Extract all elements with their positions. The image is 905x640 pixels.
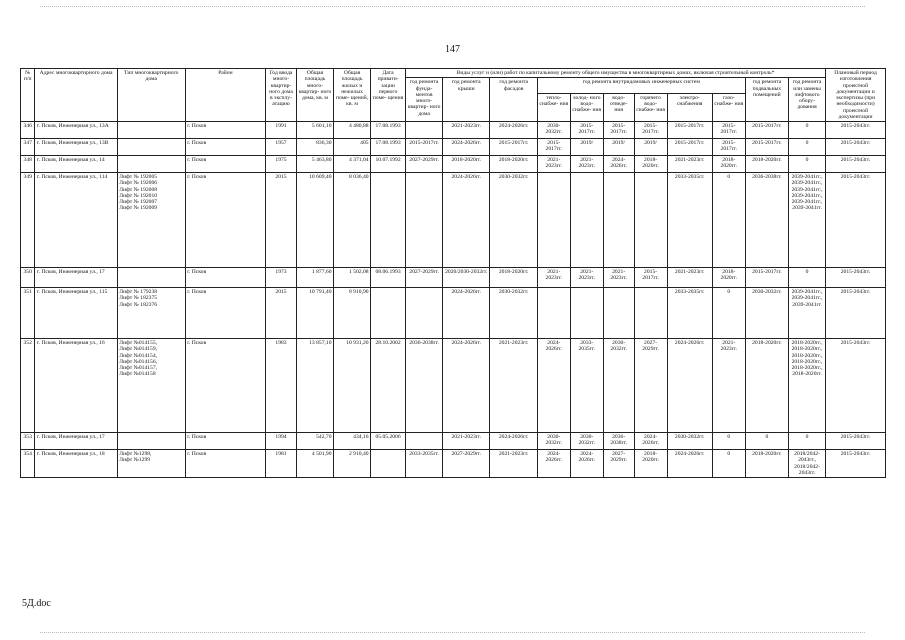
cell-electric: 2030-2032гг. bbox=[667, 433, 712, 450]
cell-heat: 2024-2026гг. bbox=[537, 450, 570, 478]
footer-filename: 5Д.doc bbox=[22, 598, 51, 609]
scan-artifact-bottom bbox=[40, 632, 865, 633]
cell-cold: 2021-2023гг. bbox=[570, 268, 603, 288]
header-foundation: год ремонта фунда- ментов много- квартир- ного дома bbox=[406, 78, 443, 122]
table-row bbox=[21, 268, 886, 288]
cell-roof: 2024-2026гг. bbox=[443, 139, 490, 156]
cell-sewer: 2015-2017гг. bbox=[603, 122, 634, 139]
cell-planned: 2015-2043гг. bbox=[826, 268, 886, 288]
cell-total: 836,30 bbox=[296, 139, 333, 156]
cell-address: г. Псков, Инженерная ул., 17 bbox=[35, 433, 117, 450]
cell-basement: 0 bbox=[745, 433, 788, 450]
cell-total: 5 601,10 bbox=[296, 122, 333, 139]
cell-num: 353 bbox=[21, 433, 35, 450]
cell-total: 13 857,10 bbox=[296, 339, 333, 433]
cell-facade: 2024-2026гг. bbox=[490, 433, 537, 450]
cell-type: Лифт №1298, Лифт №1299 bbox=[117, 450, 185, 478]
cell-sewer: 2027-2029гг. bbox=[603, 450, 634, 478]
cell-year: 1981 bbox=[266, 450, 297, 478]
cell-heat: 2015-2017гг. bbox=[537, 139, 570, 156]
header-living-area: Общая площадь жилых и нежилых поме- щений, кв. м bbox=[334, 69, 371, 122]
cell-electric: 2033-2035гг. bbox=[667, 173, 712, 268]
cell-address: г. Псков, Инженерная ул., 17 bbox=[35, 268, 117, 288]
cell-type: Лифт №014155, Лифт №014159, Лифт №014154, Лифт №014156, Лифт №014157, Лифт №014158 bbox=[117, 339, 185, 433]
header-sewer: водо- отведе- ния bbox=[603, 93, 634, 121]
cell-basement: 2018-2020гг. bbox=[745, 450, 788, 478]
cell-address: г. Псков, Инженерная ул., 13В bbox=[35, 139, 117, 156]
cell-roof: 2027-2029гг. bbox=[443, 450, 490, 478]
cell-cold bbox=[570, 173, 603, 268]
cell-district: г. Псков bbox=[185, 268, 265, 288]
cell-hot: 2018-2020гг. bbox=[634, 156, 667, 173]
cell-district: г. Псков bbox=[185, 450, 265, 478]
cell-elevator: 2039-2041гг., 2039-2041гг., 2039-2041гг. bbox=[789, 288, 826, 339]
table-row bbox=[21, 450, 886, 478]
cell-hot: 2019/ bbox=[634, 139, 667, 156]
cell-year: 1957 bbox=[266, 139, 297, 156]
cell-planned: 2015-2043гг. bbox=[826, 339, 886, 433]
cell-type: Лифт № 179238 Лифт № 182375 Лифт № 182376 bbox=[117, 288, 185, 339]
cell-cold: 2015-2017гг. bbox=[570, 122, 603, 139]
cell-num: 349 bbox=[21, 173, 35, 268]
cell-gas: 0 bbox=[712, 173, 745, 268]
header-hot-water: горячего водо- снабже- ния bbox=[634, 93, 667, 121]
cell-foundation bbox=[406, 433, 443, 450]
cell-roof: 2021-2023гг. bbox=[443, 433, 490, 450]
cell-facade: 2024-2026гг. bbox=[490, 122, 537, 139]
cell-num: 354 bbox=[21, 450, 35, 478]
cell-electric: 2015-2017гг. bbox=[667, 139, 712, 156]
cell-facade: 2030-2032гг. bbox=[490, 288, 537, 339]
cell-gas: 0 bbox=[712, 450, 745, 478]
cell-priv bbox=[371, 173, 406, 268]
cell-heat: 2024-2026гг. bbox=[537, 339, 570, 433]
cell-elevator: 0 bbox=[789, 433, 826, 450]
header-planned: Плановый период изготовления проектной документации и экспертизы (при необходимости) проектной документации bbox=[826, 69, 886, 122]
cell-basement: 2015-2017гг. bbox=[745, 122, 788, 139]
cell-electric: 2033-2035гг. bbox=[667, 288, 712, 339]
cell-total: 4 501,90 bbox=[296, 450, 333, 478]
cell-foundation: 2033-2035гг. bbox=[406, 450, 443, 478]
cell-sewer: 2030-2032гг. bbox=[603, 339, 634, 433]
cell-district: г. Псков bbox=[185, 156, 265, 173]
cell-total: 10 609,40 bbox=[296, 173, 333, 268]
cell-year: 1983 bbox=[266, 339, 297, 433]
cell-priv: 28.10.2002 bbox=[371, 339, 406, 433]
cell-address: г. Псков, Инженерная ул., 13А bbox=[35, 122, 117, 139]
table-row bbox=[21, 139, 886, 156]
cell-facade: 2015-2017гг. bbox=[490, 139, 537, 156]
cell-living: 405 bbox=[334, 139, 371, 156]
cell-elevator: 2018/2042-2043гг., 2018/2042-2043гг. bbox=[789, 450, 826, 478]
cell-living: 434,16 bbox=[334, 433, 371, 450]
cell-cold: 2019/ bbox=[570, 139, 603, 156]
cell-facade: 2021-2023гг. bbox=[490, 339, 537, 433]
cell-roof: 2024-2026гг. bbox=[443, 339, 490, 433]
cell-cold bbox=[570, 288, 603, 339]
header-gas: газо- снабже- ния bbox=[712, 93, 745, 121]
cell-foundation: 2027-2029гг. bbox=[406, 156, 443, 173]
cell-year: 1994 bbox=[266, 433, 297, 450]
cell-roof: 2024-2026гг. bbox=[443, 288, 490, 339]
cell-heat bbox=[537, 288, 570, 339]
cell-basement: 2018-2020гг. bbox=[745, 156, 788, 173]
cell-living: 8 036,40 bbox=[334, 173, 371, 268]
cell-gas: 2015-2017гг. bbox=[712, 122, 745, 139]
cell-heat: 2021-2023гг. bbox=[537, 156, 570, 173]
header-row-1 bbox=[21, 69, 886, 78]
cell-priv: 10.07.1992 bbox=[371, 156, 406, 173]
cell-district: г. Псков bbox=[185, 173, 265, 268]
cell-total: 542,70 bbox=[296, 433, 333, 450]
cell-priv: 05.05.2006 bbox=[371, 433, 406, 450]
cell-electric: 2024-2026гг. bbox=[667, 339, 712, 433]
cell-num: 351 bbox=[21, 288, 35, 339]
cell-address: г. Псков, Инженерная ул., 14 bbox=[35, 156, 117, 173]
cell-heat bbox=[537, 173, 570, 268]
cell-type bbox=[117, 139, 185, 156]
cell-district: г. Псков bbox=[185, 433, 265, 450]
cell-year: 2015 bbox=[266, 173, 297, 268]
cell-hot: 2024-2026гг. bbox=[634, 433, 667, 450]
cell-basement: 2030-2032гг. bbox=[745, 288, 788, 339]
cell-priv bbox=[371, 450, 406, 478]
cell-total: 5 463,80 bbox=[296, 156, 333, 173]
cell-living: 4 371,04 bbox=[334, 156, 371, 173]
cell-cold: 2024-2026гг. bbox=[570, 450, 603, 478]
table-row bbox=[21, 339, 886, 433]
table-row bbox=[21, 288, 886, 339]
header-facade: год ремонта фасадов bbox=[490, 78, 537, 122]
cell-address: г. Псков, Инженерная ул., 16 bbox=[35, 339, 117, 433]
cell-basement: 2036-2038гг. bbox=[745, 173, 788, 268]
cell-hot: 2015-2017гг. bbox=[634, 268, 667, 288]
cell-sewer bbox=[603, 288, 634, 339]
cell-living: 8 910,90 bbox=[334, 288, 371, 339]
header-total-area: Общая площадь много- квартир- ного дома, кв. м bbox=[296, 69, 333, 122]
cell-hot bbox=[634, 173, 667, 268]
cell-facade: 2018-2020гг. bbox=[490, 156, 537, 173]
cell-priv bbox=[371, 288, 406, 339]
cell-facade: 2021-2023гг. bbox=[490, 450, 537, 478]
cell-heat: 2030-2032гг. bbox=[537, 433, 570, 450]
cell-num: 347 bbox=[21, 139, 35, 156]
cell-address: г. Псков, Инженерная ул., 18 bbox=[35, 450, 117, 478]
header-basement: год ремонта подвальных помещений bbox=[745, 78, 788, 122]
cell-address: г. Псков, Инженерная ул., 114 bbox=[35, 173, 117, 268]
header-roof: год ремонта крыши bbox=[443, 78, 490, 122]
cell-type bbox=[117, 268, 185, 288]
cell-type: Лифт № 192005 Лифт № 192006 Лифт № 192008 Лифт № 192010 Лифт № 192007 Лифт № 192009 bbox=[117, 173, 185, 268]
cell-foundation: 2015-2017гг. bbox=[406, 139, 443, 156]
cell-district: г. Псков bbox=[185, 139, 265, 156]
cell-hot: 2015-2017гг. bbox=[634, 122, 667, 139]
cell-basement: 2015-2017гг. bbox=[745, 268, 788, 288]
cell-heat: 2021-2023гг. bbox=[537, 268, 570, 288]
cell-planned: 2015-2043гг. bbox=[826, 450, 886, 478]
cell-roof: 2020/2030-2032гг. bbox=[443, 268, 490, 288]
cell-electric: 2015-2017гг. bbox=[667, 122, 712, 139]
cell-year: 1975 bbox=[266, 156, 297, 173]
cell-gas: 0 bbox=[712, 288, 745, 339]
cell-electric: 2021-2023гг. bbox=[667, 156, 712, 173]
cell-planned: 2015-2043гг. bbox=[826, 156, 886, 173]
cell-basement: 2015-2017гг. bbox=[745, 139, 788, 156]
cell-planned: 2015-2043гг. bbox=[826, 139, 886, 156]
cell-total: 1 877,60 bbox=[296, 268, 333, 288]
cell-cold: 2021-2023гг. bbox=[570, 156, 603, 173]
cell-planned: 2015-2043гг. bbox=[826, 173, 886, 268]
table-row bbox=[21, 156, 886, 173]
cell-type bbox=[117, 122, 185, 139]
cell-foundation bbox=[406, 122, 443, 139]
header-cold-water: холод- ного водо- снабже- ния bbox=[570, 93, 603, 121]
header-services-group: Виды услуг и (или) работ по капитальному ремонту общего имущества в многоквартирных домах, включая строительный контроль* bbox=[406, 69, 826, 78]
cell-sewer bbox=[603, 173, 634, 268]
header-electric: электро- снабжения bbox=[667, 93, 712, 121]
cell-hot bbox=[634, 288, 667, 339]
cell-gas: 2015-2017гг. bbox=[712, 139, 745, 156]
header-privatization: Дата привати- зации первого поме- щения bbox=[371, 69, 406, 122]
table-row bbox=[21, 433, 886, 450]
cell-heat: 2030-2032гг. bbox=[537, 122, 570, 139]
cell-living: 2 910,40 bbox=[334, 450, 371, 478]
cell-sewer: 2019/ bbox=[603, 139, 634, 156]
cell-district: г. Псков bbox=[185, 122, 265, 139]
cell-elevator: 2018-2020гг., 2018-2020гг., 2018-2020гг., 2018-2020гг., 2018-2020гг., 2018-2020гг. bbox=[789, 339, 826, 433]
table-row bbox=[21, 173, 886, 268]
table-body bbox=[21, 122, 886, 478]
cell-facade: 2030-2032гг. bbox=[490, 173, 537, 268]
cell-foundation bbox=[406, 288, 443, 339]
page-number: 147 bbox=[445, 44, 460, 55]
cell-elevator: 0 bbox=[789, 156, 826, 173]
cell-facade: 2018-2020гг. bbox=[490, 268, 537, 288]
cell-planned: 2015-2043гг. bbox=[826, 433, 886, 450]
cell-num: 352 bbox=[21, 339, 35, 433]
header-address: Адрес многоквартирного дома bbox=[35, 69, 117, 122]
table-row bbox=[21, 122, 886, 139]
cell-type bbox=[117, 433, 185, 450]
header-heat: тепло- снабже- ния bbox=[537, 93, 570, 121]
cell-elevator: 0 bbox=[789, 122, 826, 139]
header-year: Год ввода много- квартир- ного дома в эксплу- атацию bbox=[266, 69, 297, 122]
cell-sewer: 2036-2038гг. bbox=[603, 433, 634, 450]
cell-hot: 2027-2029гг. bbox=[634, 339, 667, 433]
cell-foundation: 2036-2038гг. bbox=[406, 339, 443, 433]
cell-num: 350 bbox=[21, 268, 35, 288]
cell-cold: 2033-2035гг. bbox=[570, 339, 603, 433]
header-elevator: год ремонта или замены лифтового обору- дования bbox=[789, 78, 826, 122]
cell-living: 1 502,08 bbox=[334, 268, 371, 288]
cell-sewer: 2024-2026гг. bbox=[603, 156, 634, 173]
cell-total: 10 791,40 bbox=[296, 288, 333, 339]
cell-sewer: 2021-2023гг. bbox=[603, 268, 634, 288]
cell-planned: 2015-2043гг. bbox=[826, 122, 886, 139]
cell-roof: 2018-2020гг. bbox=[443, 156, 490, 173]
repair-schedule-table bbox=[20, 68, 886, 478]
header-num: № п/п bbox=[21, 69, 35, 122]
cell-type bbox=[117, 156, 185, 173]
cell-num: 346 bbox=[21, 122, 35, 139]
cell-electric: 2024-2026гг. bbox=[667, 450, 712, 478]
header-building-type: Тип многоквартирного дома bbox=[117, 69, 185, 122]
header-district: Район bbox=[185, 69, 265, 122]
cell-elevator: 2039-2041гг., 2039-2041гг., 2039-2041гг., 2039-2041гг., 2039-2041гг., 2039-2041гг. bbox=[789, 173, 826, 268]
cell-priv: 17.08.1993 bbox=[371, 139, 406, 156]
cell-year: 1991 bbox=[266, 122, 297, 139]
cell-living: 4 480,88 bbox=[334, 122, 371, 139]
cell-foundation bbox=[406, 173, 443, 268]
cell-priv: 17.08.1993 bbox=[371, 122, 406, 139]
cell-cold: 2030-2032гг. bbox=[570, 433, 603, 450]
header-internal-group: год ремонта внутридомовых инженерных систем bbox=[537, 78, 745, 93]
cell-num: 348 bbox=[21, 156, 35, 173]
cell-foundation: 2027-2029гг. bbox=[406, 268, 443, 288]
cell-electric: 2021-2023гг. bbox=[667, 268, 712, 288]
cell-planned: 2015-2043гг. bbox=[826, 288, 886, 339]
cell-gas: 2021-2023гг. bbox=[712, 339, 745, 433]
cell-living: 10 931,20 bbox=[334, 339, 371, 433]
cell-priv: 08.06.1993 bbox=[371, 268, 406, 288]
cell-hot: 2018-2020гг. bbox=[634, 450, 667, 478]
cell-year: 1973 bbox=[266, 268, 297, 288]
cell-basement: 2018-2020гг. bbox=[745, 339, 788, 433]
cell-elevator: 0 bbox=[789, 139, 826, 156]
cell-gas: 0 bbox=[712, 433, 745, 450]
cell-district: г. Псков bbox=[185, 339, 265, 433]
cell-gas: 2018-2020гг. bbox=[712, 156, 745, 173]
scan-artifact-top bbox=[40, 6, 865, 7]
cell-gas: 2018-2020гг. bbox=[712, 268, 745, 288]
cell-roof: 2024-2026гг. bbox=[443, 173, 490, 268]
cell-elevator: 0 bbox=[789, 268, 826, 288]
cell-address: г. Псков, Инженерная ул., 115 bbox=[35, 288, 117, 339]
cell-district: г. Псков bbox=[185, 288, 265, 339]
cell-roof: 2021-2023гг. bbox=[443, 122, 490, 139]
cell-year: 2015 bbox=[266, 288, 297, 339]
